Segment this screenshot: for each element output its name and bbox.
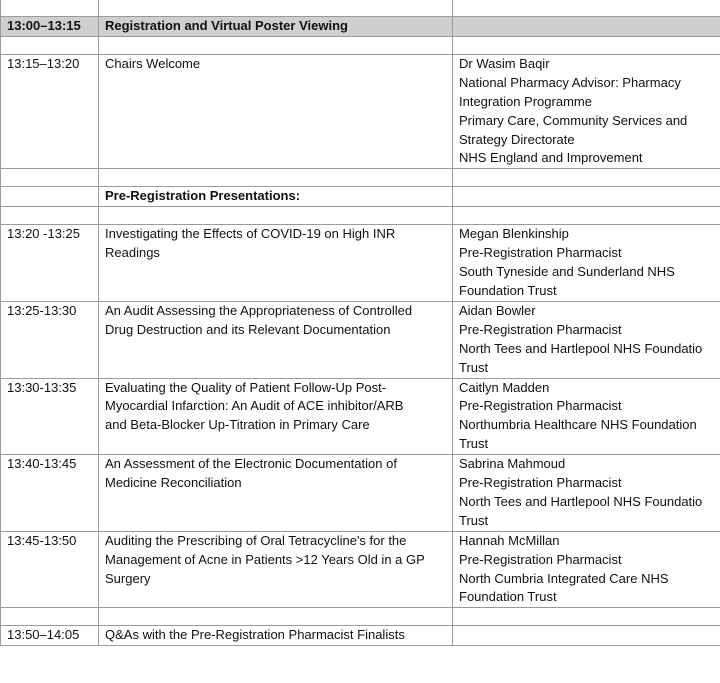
spacer-row xyxy=(1,207,720,225)
presentation-time: 13:40-13:45 xyxy=(1,455,99,532)
speaker-line: National Pharmacy Advisor: Pharmacy xyxy=(459,74,681,90)
welcome-title: Chairs Welcome xyxy=(99,54,453,168)
agenda-top-strip xyxy=(1,0,720,17)
spacer-row xyxy=(1,169,720,187)
presentation-time: 13:20 -13:25 xyxy=(1,225,99,302)
presentation-row xyxy=(1,225,720,302)
registration-time: 13:00–13:15 xyxy=(1,17,99,37)
presentation-speaker: Megan Blenkinship Pre-Registration Pharmacist South Tyneside and Sunderland NHS Foundation Trust xyxy=(453,225,720,302)
qa-title: Q&As with the Pre-Registration Pharmacist Finalists xyxy=(99,626,453,646)
section-heading: Pre-Registration Presentations: xyxy=(99,187,453,207)
presentation-row xyxy=(1,378,720,455)
section-heading-row xyxy=(1,187,720,207)
presentation-speaker: Caitlyn Madden Pre-Registration Pharmacist Northumbria Healthcare NHS Foundation Trust xyxy=(453,378,720,455)
presentation-title: An Audit Assessing the Appropriateness of Controlled Drug Destruction and its Relevant Documentation xyxy=(99,301,453,378)
speaker-line: Dr Wasim Baqir xyxy=(459,55,550,71)
registration-title: Registration and Virtual Poster Viewing xyxy=(99,17,453,37)
speaker-line: Integration Programme xyxy=(459,93,592,109)
presentation-title: Investigating the Effects of COVID-19 on High INR Readings xyxy=(99,225,453,302)
presentation-time: 13:30-13:35 xyxy=(1,378,99,455)
presentation-row xyxy=(1,455,720,532)
qa-time: 13:50–14:05 xyxy=(1,626,99,646)
presentation-title: Auditing the Prescribing of Oral Tetracycline's for the Management of Acne in Patients >12 Years Old in a GP Surgery xyxy=(99,531,453,608)
speaker-line: NHS England and Improvement xyxy=(459,150,643,166)
presentation-title: Evaluating the Quality of Patient Follow-Up Post- Myocardial Infarction: An Audit of ACE inhibitor/ARB and Beta-Blocker Up-Titration in Primary Care xyxy=(99,378,453,455)
presentation-row xyxy=(1,301,720,378)
presentation-row xyxy=(1,531,720,608)
speaker-line: Primary Care, Community Services and xyxy=(459,112,688,128)
registration-row xyxy=(1,17,720,37)
speaker-line: Strategy Directorate xyxy=(459,131,575,147)
presentation-speaker: Sabrina Mahmoud Pre-Registration Pharmacist North Tees and Hartlepool NHS Foundatio Trust xyxy=(453,455,720,532)
spacer-row xyxy=(1,36,720,54)
welcome-row xyxy=(1,54,720,168)
welcome-speaker xyxy=(453,54,720,168)
presentation-speaker: Hannah McMillan Pre-Registration Pharmacist North Cumbria Integrated Care NHS Foundation Trust xyxy=(453,531,720,608)
presentation-time: 13:45-13:50 xyxy=(1,531,99,608)
welcome-time: 13:15–13:20 xyxy=(1,54,99,168)
qa-row xyxy=(1,626,720,646)
presentation-time: 13:25-13:30 xyxy=(1,301,99,378)
presentation-speaker: Aidan Bowler Pre-Registration Pharmacist North Tees and Hartlepool NHS Foundatio Trust xyxy=(453,301,720,378)
spacer-row xyxy=(1,608,720,626)
presentation-title: An Assessment of the Electronic Documentation of Medicine Reconciliation xyxy=(99,455,453,532)
